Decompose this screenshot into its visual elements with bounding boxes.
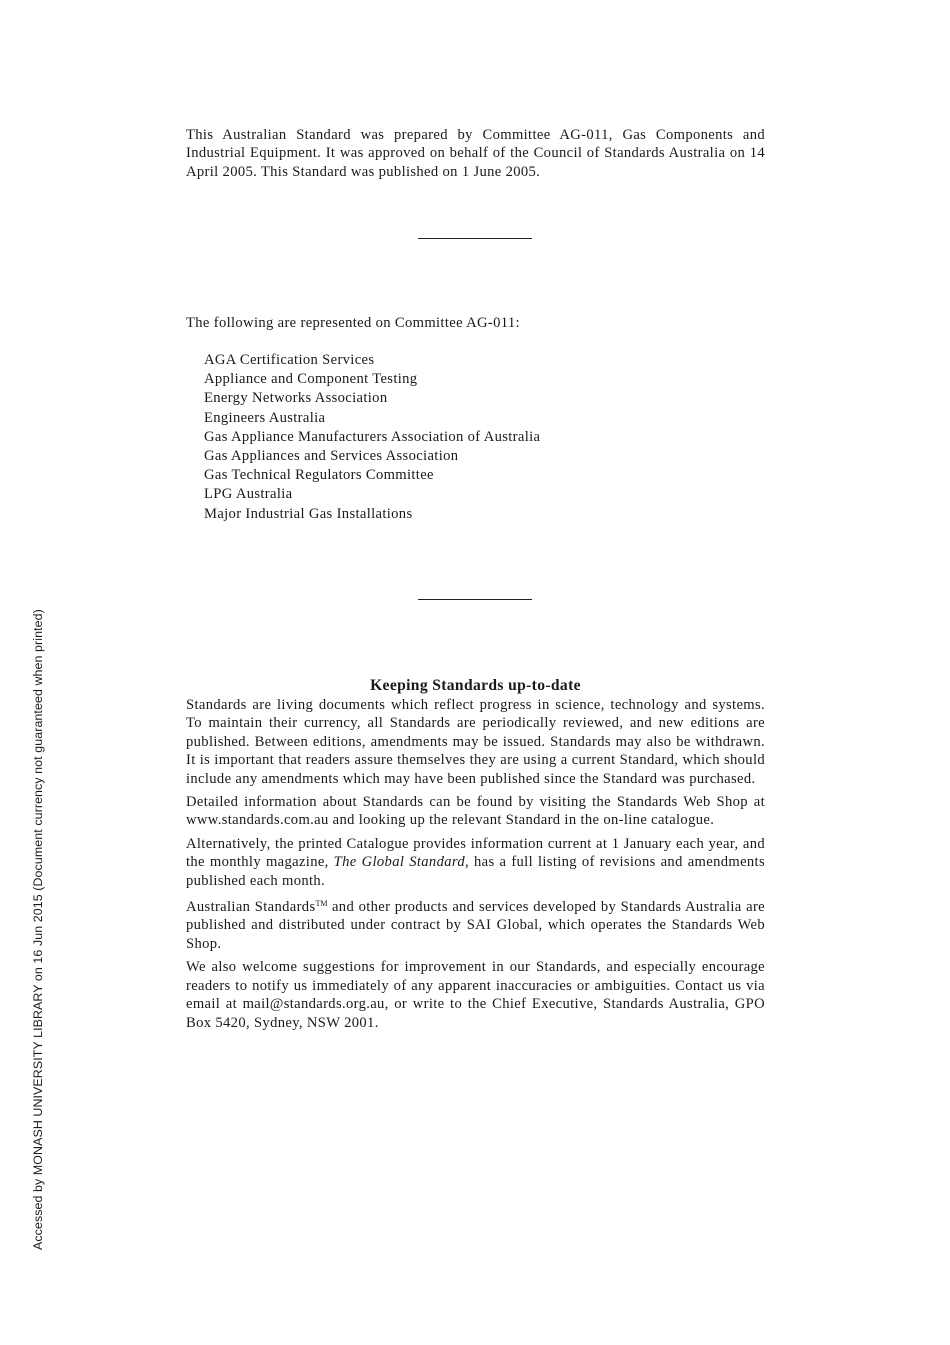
committee-member: Energy Networks Association — [204, 390, 388, 407]
access-watermark-note: Accessed by MONASH UNIVERSITY LIBRARY on 16 Jun 2015 (Document currency not guaranteed when printed) — [31, 609, 45, 1250]
keeping-paragraph-4 — [186, 895, 765, 953]
keeping-paragraph-3 — [186, 835, 765, 890]
keeping-paragraph-5: We also welcome suggestions for improvement in our Standards, and especially encourage readers to notify us immediately of any apparent inaccuracies or ambiguities. Contact us via email at mail@standards.org.au, or write to the Chief Executive, Standards Australia, GPO Box 5420, Sydney, NSW 2001. — [186, 959, 765, 1031]
keeping-paragraph-2: Detailed information about Standards can be found by visiting the Standards Web Shop at www.standards.com.au and looking up the relevant Standard in the on-line catalogue. — [186, 794, 765, 829]
preparation-statement: This Australian Standard was prepared by Committee AG-011, Gas Components and Industrial Equipment. It was approved on behalf of the Council of Standards Australia on 14 April 2005. This Standard was published on 1 June 2005. — [186, 127, 765, 180]
magazine-title: The Global Standard — [333, 854, 466, 871]
committee-member: Appliance and Component Testing — [204, 371, 418, 388]
keeping-standards-section — [186, 676, 765, 1037]
committee-member: Gas Technical Regulators Committee — [204, 467, 434, 484]
paragraph-3-text-start: Alternatively, the printed Catalogue provides information current at 1 January each year, and the monthly magazine, — [186, 835, 765, 871]
committee-member-list — [204, 351, 540, 524]
trademark-mark: TM — [315, 899, 328, 909]
preparation-block — [186, 126, 765, 181]
keeping-paragraph-1: Standards are living documents which reflect progress in science, technology and systems. To maintain their currency, all Standards are periodically reviewed, and new editions are published. Between editions, amendments may be issued. Standards may also be withdrawn. It is important that readers assure themselves they are using a current Standard, which should include any amendments which may have been published since the Standard was purchased. — [186, 697, 765, 787]
committee-member: LPG Australia — [204, 486, 293, 503]
paragraph-3-text-end: , has a full listing of revisions and amendments published each month. — [186, 854, 765, 889]
committee-member: Gas Appliances and Services Association — [204, 448, 459, 465]
committee-intro: The following are represented on Committee AG-011: — [186, 315, 520, 331]
section-divider-bottom — [418, 599, 532, 600]
committee-member: Major Industrial Gas Installations — [204, 505, 413, 522]
committee-member: Engineers Australia — [204, 409, 326, 426]
committee-member: Gas Appliance Manufacturers Association of Australia — [204, 428, 541, 445]
paragraph-4-text-start: Australian Standards — [186, 899, 316, 916]
paragraph-4-text-end: and other products and services developed by Standards Australia are published and distributed under contract by SAI Global, which operates the Standards Web Shop. — [186, 899, 765, 952]
committee-member: AGA Certification Services — [204, 352, 375, 368]
section-divider-top — [418, 238, 532, 239]
keeping-standards-heading: Keeping Standards up-to-date — [370, 677, 581, 694]
